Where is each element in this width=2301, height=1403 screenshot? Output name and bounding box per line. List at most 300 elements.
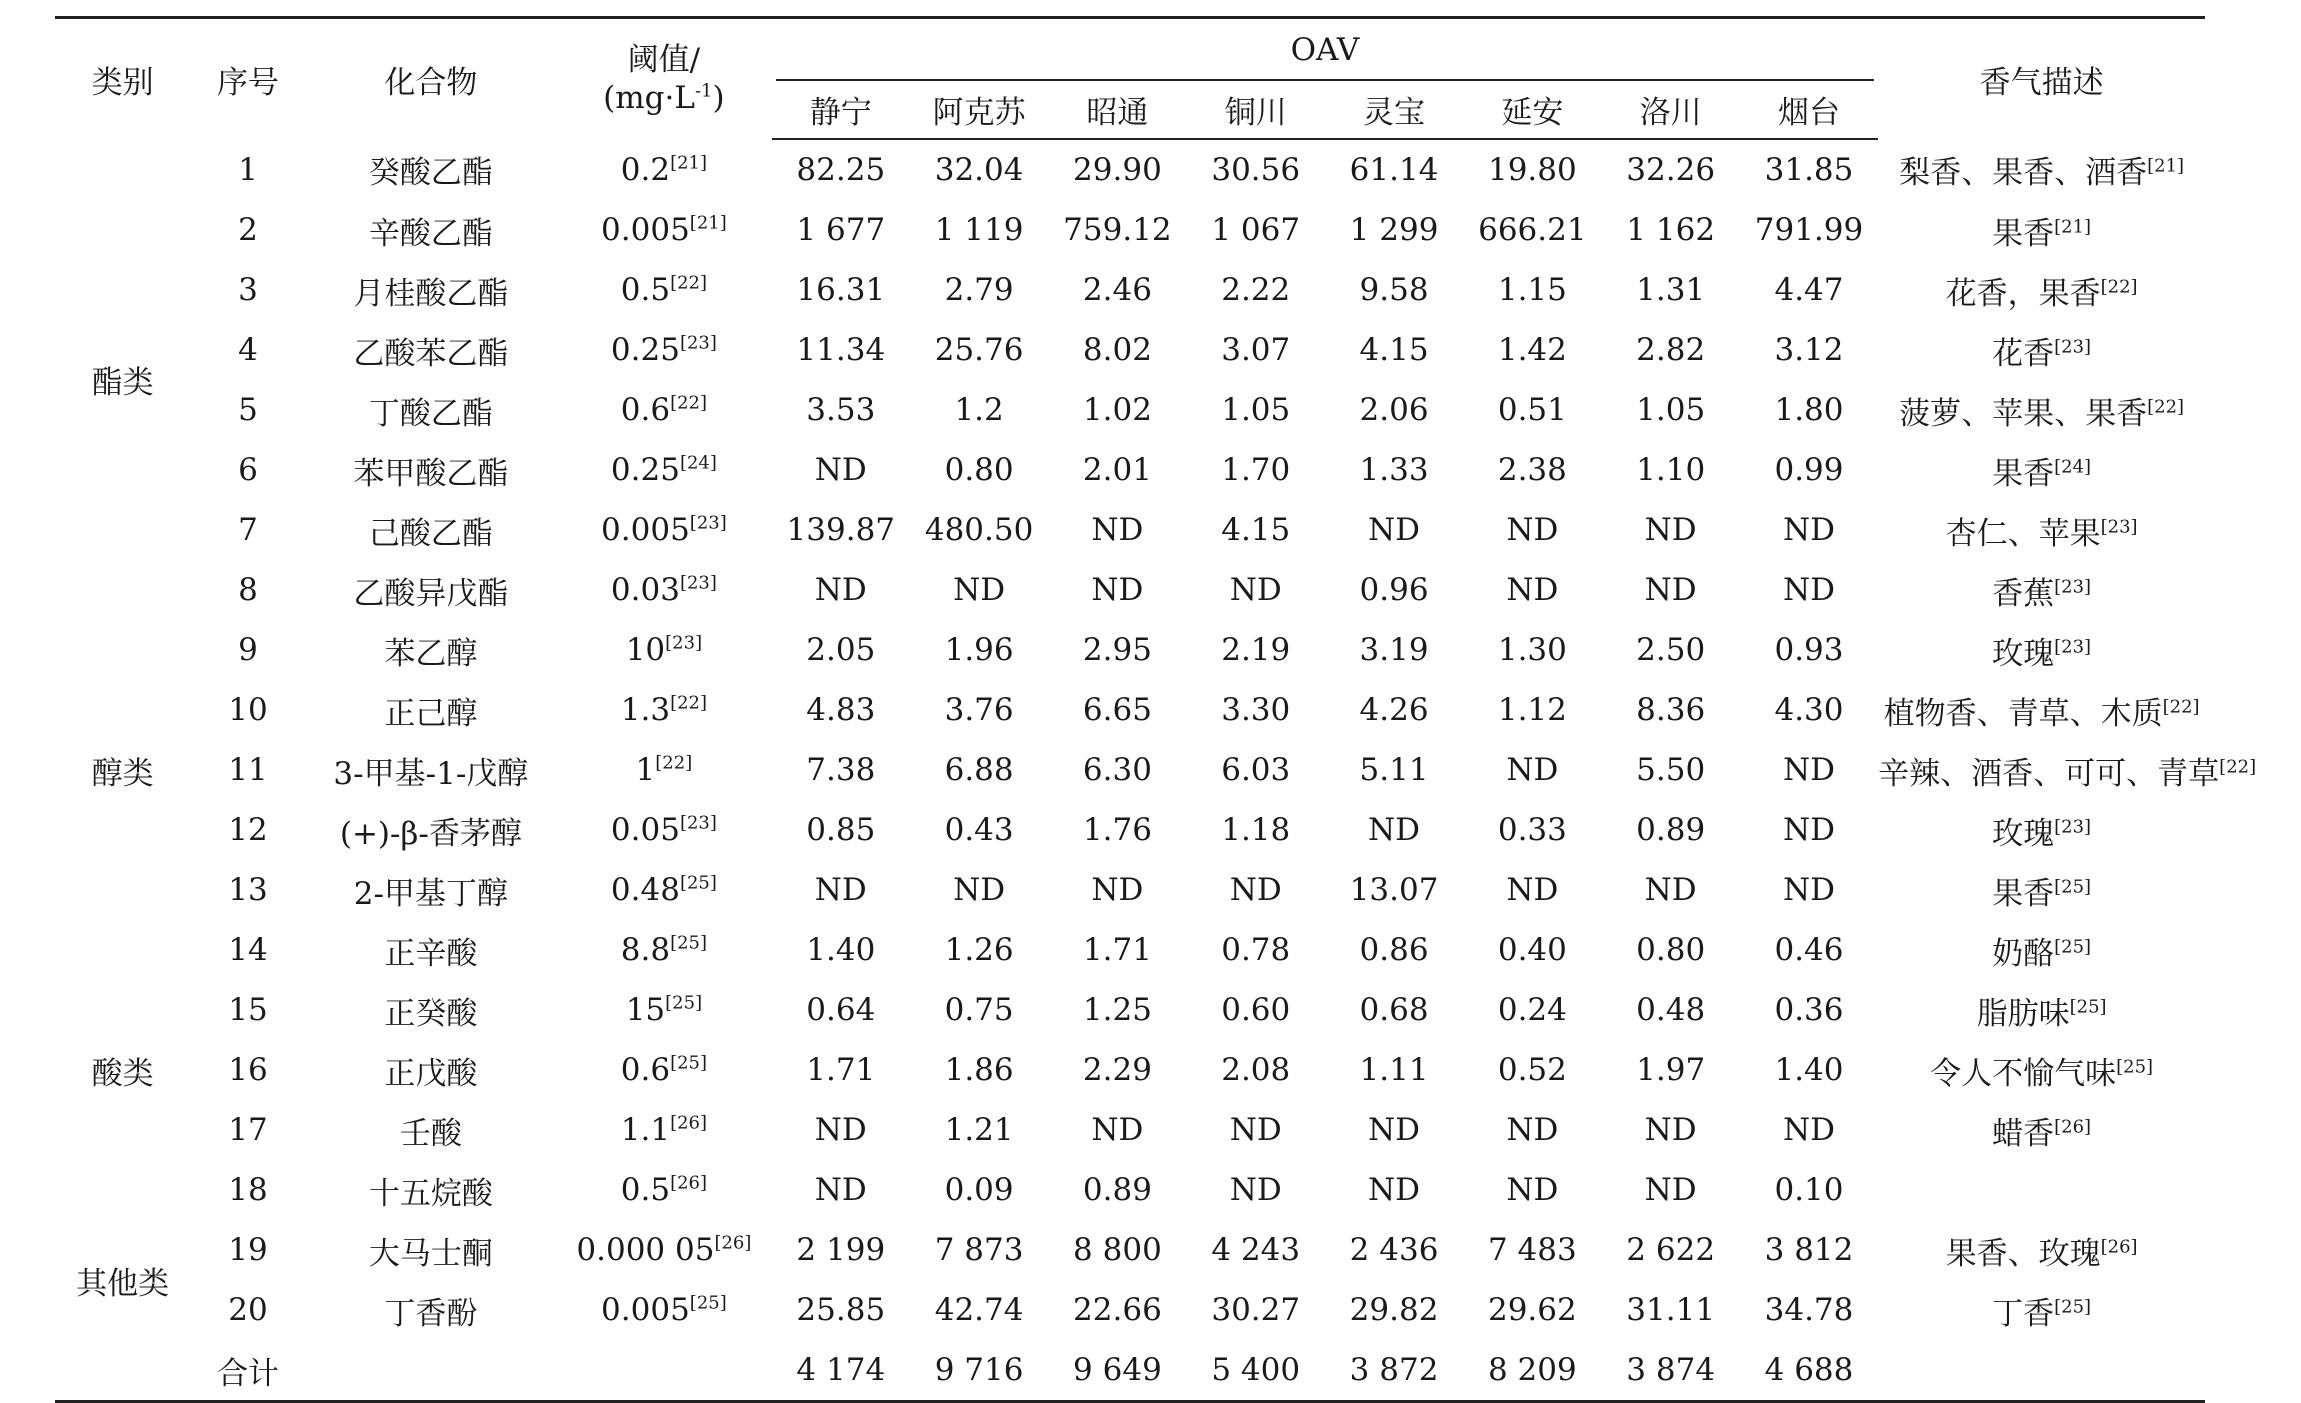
oav-cell: 8.02 [1082, 332, 1152, 368]
oav-cell: 61.14 [1349, 152, 1439, 188]
aroma-cell [1878, 380, 2205, 440]
aroma-text: 菠萝、苹果、果香 [1899, 395, 2148, 432]
aroma-text: 杏仁、苹果 [1945, 515, 2101, 552]
oav-cell: 1 677 [796, 212, 886, 248]
threshold-reference: [23] [689, 512, 727, 534]
oav-cell: 1.71 [1082, 932, 1152, 968]
oav-cell: 0.85 [806, 812, 876, 848]
table-row [55, 860, 2205, 920]
header-index: 序号 [216, 64, 279, 101]
total-value-cell: 9 649 [1048, 1340, 1186, 1402]
oav-cell: 0.89 [1636, 812, 1706, 848]
oav-cell: ND [1368, 812, 1421, 848]
oav-cell: 0.36 [1774, 992, 1844, 1028]
total-value-cell: 9 716 [910, 1340, 1048, 1402]
table-row [55, 800, 2205, 860]
threshold-reference: [23] [679, 812, 717, 834]
oav-cell: 1.10 [1636, 452, 1706, 488]
table-row [55, 139, 2205, 200]
oav-cell: 1.05 [1221, 392, 1291, 428]
oav-cell: 19.80 [1487, 152, 1577, 188]
header-threshold-exp: -1 [694, 80, 713, 102]
oav-cell: ND [1229, 1112, 1282, 1148]
oav-cell: 1.21 [944, 1112, 1014, 1148]
aroma-text: 果香、玫瑰 [1945, 1235, 2101, 1272]
threshold-value: 10 [625, 632, 666, 668]
aroma-text: 植物香、青草、木质 [1883, 695, 2163, 732]
threshold-cell [556, 920, 771, 980]
category-cell: 醇类 [91, 755, 154, 792]
oav-cell: 1.02 [1082, 392, 1152, 428]
aroma-reference: [24] [2054, 456, 2092, 478]
total-value-cell: 4 174 [772, 1340, 910, 1402]
oav-cell: 9.58 [1359, 272, 1429, 308]
index-cell: 1 [238, 151, 258, 188]
index-cell: 15 [228, 992, 268, 1028]
oav-cell: 2.08 [1221, 1052, 1291, 1088]
oav-cell: ND [1091, 512, 1144, 548]
threshold-reference: [25] [670, 1052, 708, 1074]
aroma-reference: [25] [2054, 936, 2092, 958]
total-value-cell: 8 209 [1463, 1340, 1601, 1402]
oav-cell: 32.04 [934, 152, 1024, 188]
compound-cell: 正戊酸 [384, 1055, 478, 1092]
oav-cell: 1 162 [1626, 212, 1716, 248]
threshold-value: 0.005 [601, 1292, 690, 1328]
index-cell: 9 [238, 632, 258, 668]
aroma-cell [1878, 200, 2205, 260]
index-cell: 13 [228, 872, 268, 908]
threshold-reference: [25] [665, 992, 703, 1014]
oav-cell: 0.43 [944, 812, 1014, 848]
aroma-reference: [25] [2069, 996, 2107, 1018]
compound-cell: (+)-β-香茅醇 [339, 815, 522, 852]
table-row [55, 500, 2205, 560]
oav-cell: 29.90 [1073, 152, 1162, 188]
oav-cell: 6.88 [944, 752, 1014, 788]
oav-cell: 8.36 [1636, 692, 1706, 728]
table-row [55, 320, 2205, 380]
oav-cell: 7 873 [934, 1232, 1024, 1268]
aroma-cell [1878, 500, 2205, 560]
total-value-cell: 4 688 [1740, 1340, 1878, 1402]
oav-cell: 3.07 [1221, 332, 1291, 368]
header-aroma: 香气描述 [1979, 64, 2104, 101]
category-cell: 其他类 [76, 1265, 170, 1302]
header-threshold [556, 18, 771, 140]
oav-cell: 2.19 [1221, 632, 1291, 668]
aroma-reference: [23] [2054, 816, 2092, 838]
oav-cell: ND [1506, 572, 1559, 608]
threshold-reference: [25] [679, 872, 717, 894]
oav-cell: ND [1091, 1112, 1144, 1148]
oav-cell: 22.66 [1073, 1292, 1162, 1328]
oav-cell: 1.70 [1221, 452, 1291, 488]
oav-cell: 1.12 [1497, 692, 1567, 728]
oav-cell: ND [814, 872, 867, 908]
header-threshold-close: ) [712, 80, 725, 116]
oav-cell: ND [1644, 572, 1697, 608]
table-row [55, 1040, 2205, 1100]
threshold-reference: [26] [670, 1172, 708, 1194]
aroma-text: 花香，果香 [1945, 275, 2101, 312]
oav-cell: 0.52 [1497, 1052, 1567, 1088]
threshold-value: 0.05 [610, 812, 680, 848]
oav-cell: 2.22 [1221, 272, 1291, 308]
oav-cell: 2.05 [806, 632, 876, 668]
oav-cell: 1.97 [1636, 1052, 1706, 1088]
oav-cell: 3.30 [1221, 692, 1291, 728]
oav-cell: ND [1229, 1172, 1282, 1208]
threshold-value: 0.25 [610, 332, 680, 368]
oav-cell: ND [1506, 1112, 1559, 1148]
aroma-text: 玫瑰 [1992, 815, 2055, 852]
compound-cell: 3-甲基-1-戊醇 [333, 755, 529, 792]
aroma-text: 奶酪 [1992, 935, 2055, 972]
compound-cell: 苯甲酸乙酯 [353, 455, 509, 492]
threshold-value: 0.000 05 [576, 1232, 715, 1268]
header-region: 静宁 [772, 81, 910, 139]
total-value-cell: 3 872 [1325, 1340, 1463, 1402]
oav-cell: ND [953, 572, 1006, 608]
oav-cell: 2.79 [944, 272, 1014, 308]
threshold-reference: [22] [670, 692, 708, 714]
oav-cell: 666.21 [1478, 212, 1587, 248]
oav-cell: 1.31 [1636, 272, 1706, 308]
aroma-text: 蜡香 [1992, 1115, 2055, 1152]
oav-cell: ND [1644, 512, 1697, 548]
oav-cell: ND [814, 452, 867, 488]
oav-cell: ND [1783, 752, 1835, 788]
oav-cell: 1.33 [1359, 452, 1429, 488]
aroma-reference: [22] [2147, 396, 2185, 418]
header-region: 洛川 [1602, 81, 1740, 139]
aroma-reference: [21] [2054, 216, 2092, 238]
oav-cell: 5.50 [1636, 752, 1706, 788]
oav-cell: ND [1091, 872, 1144, 908]
threshold-reference: [23] [665, 632, 703, 654]
table-row [55, 620, 2205, 680]
total-empty-cell [1878, 1340, 2205, 1402]
aroma-cell [1878, 139, 2205, 200]
threshold-value: 0.03 [610, 572, 680, 608]
threshold-cell [556, 680, 771, 740]
total-empty-cell [556, 1340, 771, 1402]
compound-cell: 癸酸乙酯 [368, 155, 493, 191]
oav-cell: ND [1783, 812, 1835, 848]
total-label: 合计 [190, 1340, 305, 1402]
threshold-value: 1.3 [620, 692, 671, 728]
oav-cell: 759.12 [1063, 212, 1172, 248]
oav-cell: 0.80 [1636, 932, 1706, 968]
threshold-value: 0.5 [620, 272, 671, 308]
oav-cell: ND [1644, 1172, 1697, 1208]
threshold-value: 0.48 [610, 872, 680, 908]
aroma-text: 辛辣、酒香、可可、青草 [1878, 755, 2220, 792]
header-region: 延安 [1463, 81, 1601, 139]
oav-cell: 3 812 [1764, 1232, 1854, 1268]
oav-cell: 1.42 [1497, 332, 1567, 368]
oav-cell: 31.85 [1764, 152, 1854, 188]
oav-cell: 30.27 [1211, 1292, 1301, 1328]
threshold-cell [556, 1040, 771, 1100]
table-row [55, 920, 2205, 980]
compound-cell: 丁酸乙酯 [368, 395, 493, 432]
aroma-text: 果香 [1992, 455, 2055, 492]
compound-cell: 丁香酚 [384, 1295, 478, 1332]
threshold-cell [556, 980, 771, 1040]
oav-cell: 11.34 [796, 332, 886, 368]
index-cell: 6 [238, 452, 258, 488]
aroma-text: 果香 [1992, 215, 2055, 252]
header-region: 阿克苏 [910, 81, 1048, 139]
threshold-cell [556, 1160, 771, 1220]
oav-cell: 0.10 [1774, 1172, 1844, 1208]
threshold-reference: [26] [714, 1232, 752, 1254]
oav-cell: 1.05 [1636, 392, 1706, 428]
oav-cell: 2.38 [1497, 452, 1567, 488]
oav-underline [776, 79, 1875, 81]
aroma-reference: [23] [2054, 576, 2092, 598]
header-region: 灵宝 [1325, 81, 1463, 139]
oav-cell: ND [1368, 512, 1421, 548]
aroma-cell [1878, 800, 2205, 860]
compound-cell: 乙酸苯乙酯 [353, 335, 509, 372]
threshold-cell [556, 380, 771, 440]
threshold-reference: [23] [679, 332, 717, 354]
aroma-cell [1878, 1220, 2205, 1280]
oav-cell: 1.40 [806, 932, 876, 968]
oav-cell: 1.15 [1497, 272, 1567, 308]
threshold-value: 0.25 [610, 452, 680, 488]
threshold-cell [556, 1220, 771, 1280]
aroma-reference: [23] [2100, 516, 2138, 538]
threshold-reference: [24] [679, 452, 717, 474]
oav-table [55, 16, 2257, 1403]
threshold-cell [556, 440, 771, 500]
oav-cell: ND [814, 572, 867, 608]
index-cell: 19 [228, 1232, 268, 1268]
aroma-text: 脂肪味 [1976, 995, 2070, 1032]
table-row [55, 1100, 2205, 1160]
oav-cell: 29.82 [1349, 1292, 1439, 1328]
index-cell: 12 [228, 812, 268, 848]
oav-cell: ND [1368, 1112, 1421, 1148]
compound-cell: 2-甲基丁醇 [353, 875, 508, 912]
oav-cell: 139.87 [786, 512, 896, 548]
threshold-reference: [22] [670, 272, 708, 294]
oav-cell: 0.89 [1082, 1172, 1152, 1208]
oav-cell: 3.12 [1774, 332, 1844, 368]
oav-cell: 0.80 [944, 452, 1014, 488]
oav-cell: 791.99 [1754, 212, 1864, 248]
threshold-cell [556, 139, 771, 200]
oav-cell: ND [1368, 1172, 1421, 1208]
oav-cell: 3.76 [944, 692, 1014, 728]
oav-cell: ND [1783, 872, 1835, 908]
aroma-reference: [23] [2054, 336, 2092, 358]
oav-cell: 1.40 [1774, 1052, 1844, 1088]
aroma-reference: [23] [2054, 636, 2092, 658]
oav-cell: 82.25 [796, 152, 886, 188]
oav-cell: 4.26 [1359, 692, 1429, 728]
table-row [55, 1280, 2205, 1340]
threshold-cell [556, 1100, 771, 1160]
oav-cell: 30.56 [1211, 152, 1301, 188]
compound-cell: 辛酸乙酯 [368, 215, 493, 252]
aroma-cell [1878, 260, 2205, 320]
table-row [55, 980, 2205, 1040]
oav-cell: ND [953, 872, 1006, 908]
oav-cell: 1.26 [944, 932, 1014, 968]
header-region: 昭通 [1048, 81, 1186, 139]
oav-cell: 1.25 [1082, 992, 1152, 1028]
oav-cell: 4.15 [1221, 512, 1291, 548]
index-cell: 17 [228, 1112, 268, 1148]
threshold-cell [556, 1280, 771, 1340]
oav-cell: 25.76 [934, 332, 1024, 368]
aroma-text: 丁香 [1992, 1295, 2055, 1332]
table-row [55, 380, 2205, 440]
header-compound: 化合物 [384, 64, 478, 101]
threshold-value: 1 [635, 752, 656, 788]
table-row [55, 740, 2205, 800]
index-cell: 18 [228, 1172, 268, 1208]
compound-cell: 大马士酮 [368, 1235, 493, 1272]
total-row [55, 1340, 2205, 1402]
table-row [55, 1160, 2205, 1220]
threshold-reference: [21] [670, 152, 708, 174]
oav-cell: 0.40 [1497, 932, 1567, 968]
header-threshold-line2: (mg·L [603, 80, 695, 116]
oav-cell: ND [1506, 752, 1559, 788]
compound-cell: 正己醇 [384, 695, 478, 732]
oav-cell: ND [1783, 1112, 1835, 1148]
header-region: 铜川 [1187, 81, 1325, 139]
oav-cell: ND [1644, 1112, 1697, 1148]
oav-cell: 2 622 [1626, 1232, 1716, 1268]
oav-cell: 4.30 [1774, 692, 1844, 728]
threshold-reference: [21] [689, 212, 727, 234]
oav-cell: 34.78 [1764, 1292, 1854, 1328]
oav-cell: 4.83 [806, 692, 876, 728]
oav-cell: 31.11 [1626, 1292, 1716, 1328]
threshold-cell [556, 260, 771, 320]
oav-cell: 29.62 [1487, 1292, 1577, 1328]
compound-cell: 壬酸 [399, 1115, 462, 1152]
oav-cell: 6.30 [1082, 752, 1152, 788]
aroma-cell [1878, 440, 2205, 500]
header-threshold-line1: 阈值/ [627, 42, 701, 78]
oav-cell: 2 436 [1349, 1232, 1439, 1268]
aroma-text: 果香 [1992, 875, 2055, 912]
oav-cell: ND [1229, 872, 1282, 908]
threshold-cell [556, 500, 771, 560]
index-cell: 5 [238, 392, 258, 428]
aroma-reference: [25] [2054, 1296, 2092, 1318]
oav-cell: 5.11 [1359, 752, 1429, 788]
index-cell: 11 [228, 752, 268, 788]
total-empty-cell [306, 1340, 557, 1402]
oav-cell: 7.38 [806, 752, 876, 788]
oav-cell: 2 199 [796, 1232, 886, 1268]
threshold-cell [556, 200, 771, 260]
compound-cell: 苯乙醇 [384, 635, 478, 672]
aroma-reference: [26] [2100, 1236, 2138, 1258]
oav-cell: ND [1229, 572, 1282, 608]
category-cell: 酯类 [91, 365, 154, 401]
table-row [55, 680, 2205, 740]
aroma-text: 令人不愉气味 [1930, 1055, 2117, 1092]
threshold-cell [556, 320, 771, 380]
oav-cell: 2.50 [1636, 632, 1706, 668]
aroma-text: 香蕉 [1992, 575, 2055, 612]
oav-cell: 6.65 [1082, 692, 1152, 728]
oav-cell: 0.75 [944, 992, 1014, 1028]
oav-cell: 0.68 [1359, 992, 1429, 1028]
oav-cell: 2.29 [1082, 1052, 1152, 1088]
threshold-value: 0.005 [601, 212, 690, 248]
oav-cell: ND [1644, 872, 1697, 908]
oav-cell: 0.46 [1774, 932, 1844, 968]
oav-cell: 4 243 [1211, 1232, 1301, 1268]
oav-cell: 1.30 [1497, 632, 1567, 668]
header-oav: OAV [772, 18, 1879, 82]
oav-cell: 6.03 [1221, 752, 1291, 788]
oav-cell: ND [1506, 872, 1559, 908]
aroma-cell [1878, 680, 2205, 740]
oav-cell: 1 067 [1211, 212, 1301, 248]
oav-cell: 2.95 [1082, 632, 1152, 668]
compound-cell: 正辛酸 [384, 935, 478, 972]
compound-cell: 己酸乙酯 [368, 515, 493, 552]
aroma-cell [1878, 1280, 2205, 1340]
aroma-cell [1878, 920, 2205, 980]
oav-cell: 1.96 [944, 632, 1014, 668]
threshold-value: 0.005 [601, 512, 690, 548]
index-cell: 3 [238, 272, 258, 308]
threshold-reference: [26] [670, 1112, 708, 1134]
oav-cell: 1.71 [806, 1052, 876, 1088]
oav-cell: ND [814, 1172, 867, 1208]
total-empty-cell [55, 1340, 190, 1402]
index-cell: 10 [228, 692, 268, 728]
compound-cell: 月桂酸乙酯 [353, 275, 509, 312]
oav-cell: 0.86 [1359, 932, 1429, 968]
threshold-value: 0.2 [620, 151, 671, 188]
oav-cell: 42.74 [934, 1292, 1024, 1328]
threshold-reference: [25] [689, 1292, 727, 1314]
oav-cell: 2.46 [1082, 272, 1152, 308]
oav-cell: ND [1783, 512, 1835, 548]
oav-cell: 8 800 [1073, 1232, 1162, 1268]
aroma-cell [1878, 320, 2205, 380]
oav-cell: 0.64 [806, 992, 876, 1028]
header-region: 烟台 [1740, 81, 1878, 139]
oav-cell: 1.2 [954, 392, 1004, 428]
oav-cell: 3.53 [806, 392, 876, 428]
oav-cell: 0.78 [1221, 932, 1291, 968]
oav-cell: 1.86 [944, 1052, 1014, 1088]
table-row [55, 260, 2205, 320]
aroma-cell [1878, 1100, 2205, 1160]
oav-cell: 1 299 [1349, 212, 1439, 248]
oav-cell: 0.60 [1221, 992, 1291, 1028]
threshold-cell [556, 800, 771, 860]
aroma-text: 玫瑰 [1992, 635, 2055, 672]
oav-cell: 1.11 [1359, 1052, 1429, 1088]
oav-cell: 1.80 [1774, 392, 1844, 428]
